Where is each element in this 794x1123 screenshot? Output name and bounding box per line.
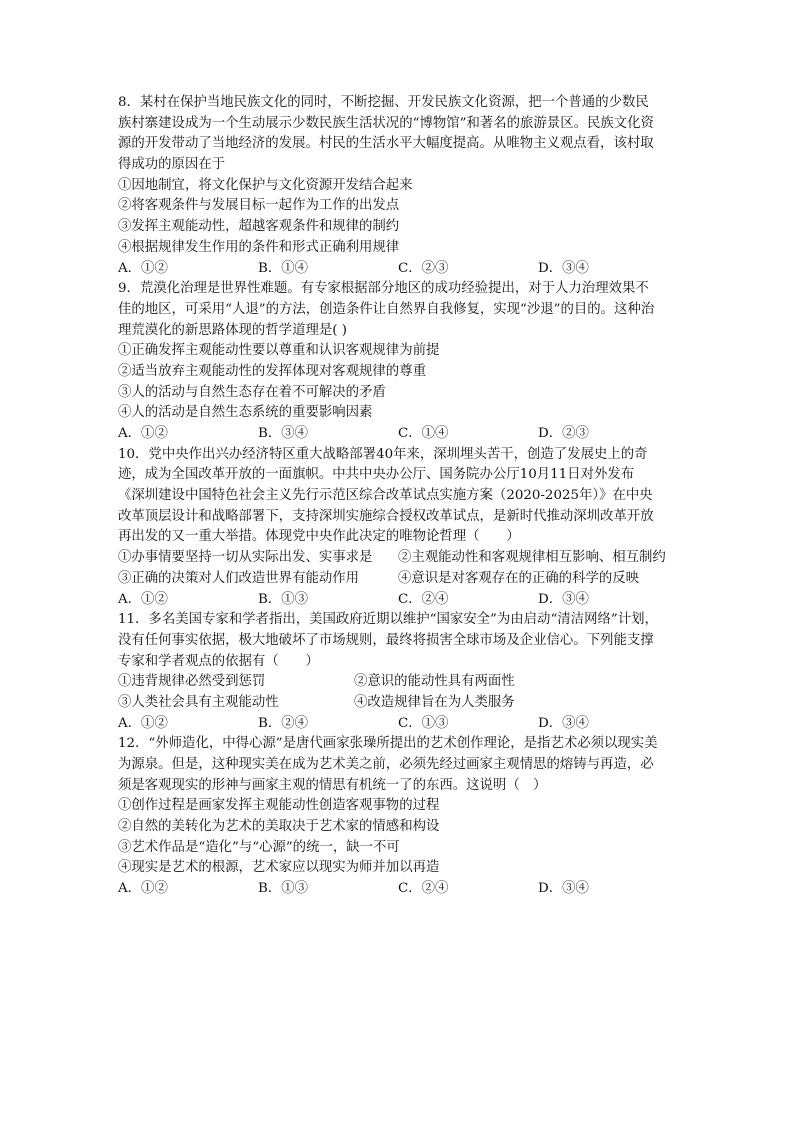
option-row xyxy=(118,569,678,590)
option-statement: ①因地制宜，将文化保护与文化资源开发结合起来 xyxy=(118,177,413,193)
question-stem-line: 改革顶层设计和战略部署下，支持深圳实施综合授权改革试点，是新时代推动深圳改革开放 xyxy=(118,508,654,524)
option-statement: ②意识的能动性具有两面性 xyxy=(354,674,515,690)
option-row xyxy=(118,672,678,693)
answer-choices xyxy=(118,424,678,445)
answer-choice-d: D．③④ xyxy=(538,881,589,897)
option-statement: ①正确发挥主观能动性要以尊重和认识客观规律为前提 xyxy=(118,343,440,359)
answer-choice-d: D．③④ xyxy=(538,591,589,607)
question-9 xyxy=(118,279,678,445)
answer-choice-b: B．③④ xyxy=(258,426,309,441)
question-11 xyxy=(118,610,678,734)
question-stem-line: 须是客观现实的形神与画家主观的情思有机统一了的东西。这说明（ ） xyxy=(118,777,547,793)
answer-choice-a: A．①② xyxy=(118,881,168,897)
option-statement: ④人的活动是自然生态系统的重要影响因素 xyxy=(118,405,373,421)
question-stem-line: 再出发的又一重大举措。体现党中央作此决定的唯物论哲理（ ） xyxy=(118,529,520,545)
option-statement: ③艺术作品是“造化”与“心源”的统一，缺一不可 xyxy=(118,839,400,855)
answer-choice-b: B．①④ xyxy=(258,260,309,276)
option-statement: ④意识是对客观存在的正确的科学的反映 xyxy=(398,570,640,586)
answer-choices xyxy=(118,879,678,900)
option-statement: ①违背规律必然受到惩罚 xyxy=(118,674,266,690)
answer-choice-d: D．②③ xyxy=(538,426,589,441)
question-stem-line: 得成功的原因在于 xyxy=(118,157,226,173)
question-stem-line: 佳的地区，可采用“人退”的方法，创造条件让自然界自我修复，实现“沙退”的目的。这种治 xyxy=(118,301,655,317)
answer-choice-c: C．①③ xyxy=(398,715,449,731)
option-statement: ②将客观条件与发展目标一起作为工作的出发点 xyxy=(118,198,400,214)
question-stem-line: 为源泉。但是，这种现实美在成为艺术美之前，必须先经过画家主观情思的熔铸与再造，必 xyxy=(118,757,654,772)
option-statement: ②自然的美转化为艺术的美取决于艺术家的情感和构设 xyxy=(118,819,440,835)
question-stem-line: 11．多名美国专家和学者指出，美国政府近期以维护“国家安全”为由启动“清洁网络”计划， xyxy=(118,612,658,628)
option-statement: ②适当放弃主观能动性的发挥体现对客观规律的尊重 xyxy=(118,363,426,379)
answer-choice-a: A．①② xyxy=(118,715,168,731)
question-12 xyxy=(118,734,678,900)
question-stem-line: 8．某村在保护当地民族文化的同时，不断挖掘、开发民族文化资源，把一个普通的少数民 xyxy=(118,95,649,110)
option-statement: ④现实是艺术的根源，艺术家应以现实为师并加以再造 xyxy=(118,860,440,876)
question-8 xyxy=(118,93,678,279)
answer-choice-b: B．①③ xyxy=(258,881,309,897)
answer-choices xyxy=(118,259,678,280)
option-statement: ①办事情要坚持一切从实际出发、实事求是 xyxy=(118,550,373,566)
option-statement: ③正确的决策对人们改造世界有能动作用 xyxy=(118,570,360,586)
option-statement: ④改造规律旨在为人类服务 xyxy=(354,694,515,710)
option-row xyxy=(118,548,678,569)
question-stem-line: 理荒漠化的新思路体现的哲学道理是( ) xyxy=(118,322,347,338)
question-stem-line: 10．党中央作出兴办经济特区重大战略部署40年来，深圳埋头苦干，创造了发展史上的奇 xyxy=(118,446,648,462)
option-row xyxy=(118,693,678,714)
answer-choice-c: C．①④ xyxy=(398,426,449,441)
answer-choice-d: D．③④ xyxy=(538,715,589,731)
answer-choices xyxy=(118,590,678,611)
option-statement: ③人类社会具有主观能动性 xyxy=(118,694,279,710)
option-statement: ③发挥主观能动性，超越客观条件和规律的制约 xyxy=(118,219,400,235)
answer-choice-c: C．②③ xyxy=(398,260,449,276)
answer-choices xyxy=(118,714,678,735)
answer-choice-a: A．①② xyxy=(118,591,168,607)
question-10 xyxy=(118,445,678,611)
option-statement: ①创作过程是画家发挥主观能动性创造客观事物的过程 xyxy=(118,798,440,814)
question-stem-line: 源的开发带动了当地经济的发展。村民的生活水平大幅度提高。从唯物主义观点看，该村取 xyxy=(118,136,654,152)
answer-choice-c: C．②④ xyxy=(398,591,449,607)
answer-choice-b: B．②④ xyxy=(258,715,309,731)
answer-choice-b: B．①③ xyxy=(258,591,309,607)
question-stem-line: 专家和学者观点的依据有（ ） xyxy=(118,653,319,669)
question-stem-line: 12．“外师造化，中得心源”是唐代画家张璪所提出的艺术创作理论，是指艺术必须以现实美 xyxy=(118,736,658,752)
option-statement: ③人的活动与自然生态存在着不可解决的矛盾 xyxy=(118,384,386,400)
document-body xyxy=(118,93,678,900)
question-stem-line: 族村寨建设成为一个生动展示少数民族生活状况的“博物馆”和著名的旅游景区。民族文化资 xyxy=(118,115,654,131)
answer-choice-d: D．③④ xyxy=(538,260,589,276)
option-statement: ②主观能动性和客观规律相互影响、相互制约 xyxy=(398,550,666,566)
answer-choice-a: A．①② xyxy=(118,260,168,276)
option-statement: ④根据规律发生作用的条件和形式正确利用规律 xyxy=(118,239,400,255)
question-stem-line: 9．荒漠化治理是世界性难题。有专家根据部分地区的成功经验提出，对于人力治理效果不 xyxy=(118,281,649,297)
answer-choice-c: C．②④ xyxy=(398,881,449,897)
answer-choice-a: A．①② xyxy=(118,426,168,441)
question-stem-line: 没有任何事实依据，极大地破坏了市场规则，最终将损害全球市场及企业信心。下列能支撑 xyxy=(118,632,654,648)
question-stem-line: 迹，成为全国改革开放的一面旗帜。中共中央办公厅、国务院办公厅10月11日对外发布 xyxy=(118,467,635,483)
question-stem-line: 《深圳建设中国特色社会主义先行示范区综合改革试点实施方案（2020-2025年）》在中央 xyxy=(118,488,653,504)
